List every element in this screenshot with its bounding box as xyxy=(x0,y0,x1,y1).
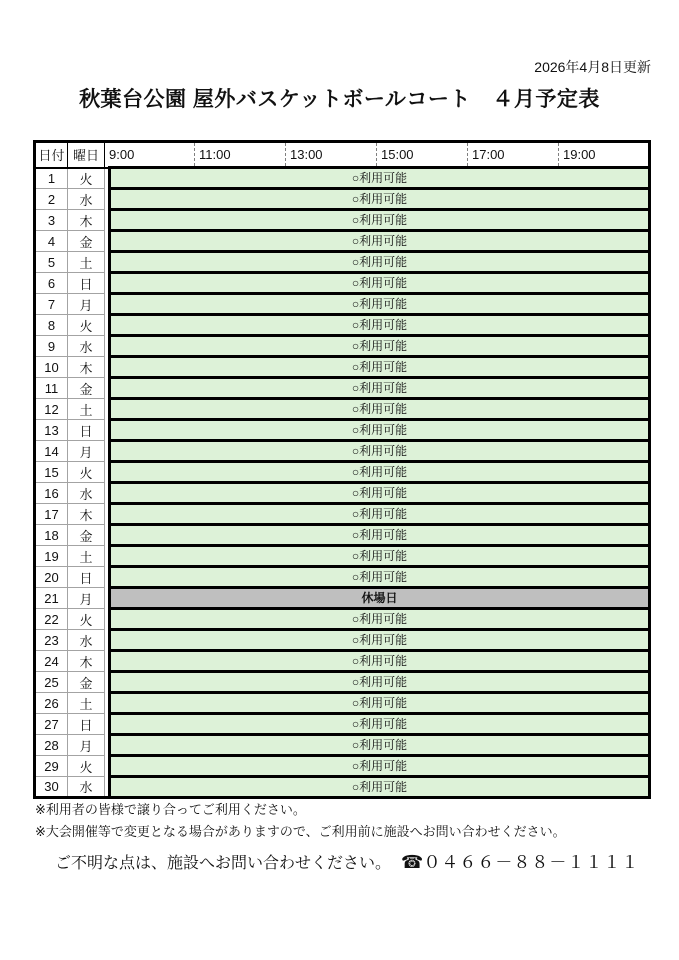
status-cell-available: ○利用可能 xyxy=(110,756,650,777)
date-cell: 10 xyxy=(35,357,68,378)
date-cell: 19 xyxy=(35,546,68,567)
table-row xyxy=(35,504,650,525)
table-row xyxy=(35,231,650,252)
day-cell: 木 xyxy=(68,357,105,378)
date-cell: 8 xyxy=(35,315,68,336)
day-cell: 火 xyxy=(68,462,105,483)
day-cell: 木 xyxy=(68,504,105,525)
schedule-body xyxy=(35,168,650,798)
contact-line xyxy=(55,848,639,873)
table-row xyxy=(35,399,650,420)
day-cell: 水 xyxy=(68,483,105,504)
day-cell: 日 xyxy=(68,567,105,588)
header-time-2: 13:00 xyxy=(286,142,377,168)
note-sharing: ※利用者の皆様で譲り合ってご利用ください。 xyxy=(35,802,306,817)
date-cell: 4 xyxy=(35,231,68,252)
table-row xyxy=(35,252,650,273)
date-cell: 6 xyxy=(35,273,68,294)
day-cell: 土 xyxy=(68,399,105,420)
status-cell-available: ○利用可能 xyxy=(110,441,650,462)
status-cell-available: ○利用可能 xyxy=(110,462,650,483)
table-row xyxy=(35,189,650,210)
table-row xyxy=(35,441,650,462)
date-cell: 14 xyxy=(35,441,68,462)
schedule-header xyxy=(35,142,650,168)
table-row xyxy=(35,420,650,441)
date-cell: 13 xyxy=(35,420,68,441)
day-cell: 土 xyxy=(68,546,105,567)
status-cell-available: ○利用可能 xyxy=(110,252,650,273)
date-cell: 5 xyxy=(35,252,68,273)
header-time-5: 19:00 xyxy=(559,142,650,168)
status-cell-available: ○利用可能 xyxy=(110,777,650,798)
table-row xyxy=(35,294,650,315)
date-cell: 12 xyxy=(35,399,68,420)
table-row xyxy=(35,546,650,567)
page-title: 秋葉台公園 屋外バスケットボールコート ４月予定表 xyxy=(79,88,600,111)
status-cell-available: ○利用可能 xyxy=(110,273,650,294)
header-time-0: 9:00 xyxy=(105,142,195,168)
table-row xyxy=(35,462,650,483)
day-cell: 日 xyxy=(68,714,105,735)
table-row xyxy=(35,336,650,357)
date-cell: 29 xyxy=(35,756,68,777)
status-cell-available: ○利用可能 xyxy=(110,315,650,336)
table-row xyxy=(35,357,650,378)
day-cell: 金 xyxy=(68,525,105,546)
table-row xyxy=(35,273,650,294)
updated-date: 2026年4月8日更新 xyxy=(534,59,651,75)
date-cell: 23 xyxy=(35,630,68,651)
date-cell: 7 xyxy=(35,294,68,315)
day-cell: 日 xyxy=(68,273,105,294)
status-cell-available: ○利用可能 xyxy=(110,336,650,357)
table-row xyxy=(35,483,650,504)
day-cell: 水 xyxy=(68,777,105,798)
status-cell-available: ○利用可能 xyxy=(110,189,650,210)
day-cell: 月 xyxy=(68,588,105,609)
status-cell-available: ○利用可能 xyxy=(110,231,650,252)
status-cell-available: ○利用可能 xyxy=(110,609,650,630)
status-cell-available: ○利用可能 xyxy=(110,399,650,420)
status-cell-closed: 休場日 xyxy=(110,588,650,609)
date-cell: 16 xyxy=(35,483,68,504)
status-cell-available: ○利用可能 xyxy=(110,504,650,525)
header-time-4: 17:00 xyxy=(468,142,559,168)
schedule-table xyxy=(33,140,651,799)
status-cell-available: ○利用可能 xyxy=(110,735,650,756)
day-cell: 火 xyxy=(68,756,105,777)
status-cell-available: ○利用可能 xyxy=(110,672,650,693)
table-row xyxy=(35,777,650,798)
date-cell: 24 xyxy=(35,651,68,672)
day-cell: 水 xyxy=(68,336,105,357)
header-date: 日付 xyxy=(35,142,68,168)
day-cell: 土 xyxy=(68,693,105,714)
date-cell: 1 xyxy=(35,168,68,189)
status-cell-available: ○利用可能 xyxy=(110,294,650,315)
day-cell: 月 xyxy=(68,294,105,315)
status-cell-available: ○利用可能 xyxy=(110,630,650,651)
header-time-3: 15:00 xyxy=(377,142,468,168)
table-row xyxy=(35,378,650,399)
note-changes: ※大会開催等で変更となる場合がありますので、ご利用前に施設へお問い合わせください。 xyxy=(35,824,566,839)
day-cell: 日 xyxy=(68,420,105,441)
date-cell: 18 xyxy=(35,525,68,546)
date-cell: 2 xyxy=(35,189,68,210)
table-row xyxy=(35,609,650,630)
status-cell-available: ○利用可能 xyxy=(110,651,650,672)
status-cell-available: ○利用可能 xyxy=(110,525,650,546)
day-cell: 火 xyxy=(68,609,105,630)
table-row xyxy=(35,525,650,546)
day-cell: 金 xyxy=(68,231,105,252)
day-cell: 水 xyxy=(68,189,105,210)
status-cell-available: ○利用可能 xyxy=(110,210,650,231)
date-cell: 15 xyxy=(35,462,68,483)
date-cell: 22 xyxy=(35,609,68,630)
header-time-1: 11:00 xyxy=(195,142,286,168)
day-cell: 金 xyxy=(68,672,105,693)
table-row xyxy=(35,672,650,693)
status-cell-available: ○利用可能 xyxy=(110,693,650,714)
date-cell: 21 xyxy=(35,588,68,609)
date-cell: 25 xyxy=(35,672,68,693)
date-cell: 9 xyxy=(35,336,68,357)
header-row xyxy=(35,142,650,168)
date-cell: 27 xyxy=(35,714,68,735)
status-cell-available: ○利用可能 xyxy=(110,714,650,735)
day-cell: 火 xyxy=(68,168,105,189)
status-cell-available: ○利用可能 xyxy=(110,357,650,378)
table-row xyxy=(35,567,650,588)
table-row xyxy=(35,588,650,609)
status-cell-available: ○利用可能 xyxy=(110,483,650,504)
table-row xyxy=(35,714,650,735)
day-cell: 水 xyxy=(68,630,105,651)
table-row xyxy=(35,315,650,336)
contact-text: ご不明な点は、施設へお問い合わせください。 xyxy=(55,855,392,872)
status-cell-available: ○利用可能 xyxy=(110,567,650,588)
day-cell: 土 xyxy=(68,252,105,273)
date-cell: 28 xyxy=(35,735,68,756)
day-cell: 木 xyxy=(68,651,105,672)
date-cell: 26 xyxy=(35,693,68,714)
day-cell: 月 xyxy=(68,441,105,462)
day-cell: 木 xyxy=(68,210,105,231)
date-cell: 20 xyxy=(35,567,68,588)
day-cell: 火 xyxy=(68,315,105,336)
status-cell-available: ○利用可能 xyxy=(110,168,650,189)
table-row xyxy=(35,693,650,714)
table-row xyxy=(35,168,650,189)
table-row xyxy=(35,210,650,231)
telephone-icon: ☎ xyxy=(401,852,424,872)
date-cell: 3 xyxy=(35,210,68,231)
phone-number: ０４６６－８８－１１１１ xyxy=(423,853,640,872)
table-row xyxy=(35,651,650,672)
header-day: 曜日 xyxy=(68,142,105,168)
day-cell: 月 xyxy=(68,735,105,756)
date-cell: 17 xyxy=(35,504,68,525)
date-cell: 30 xyxy=(35,777,68,798)
status-cell-available: ○利用可能 xyxy=(110,546,650,567)
status-cell-available: ○利用可能 xyxy=(110,378,650,399)
day-cell: 金 xyxy=(68,378,105,399)
table-row xyxy=(35,756,650,777)
status-cell-available: ○利用可能 xyxy=(110,420,650,441)
table-row xyxy=(35,735,650,756)
table-row xyxy=(35,630,650,651)
date-cell: 11 xyxy=(35,378,68,399)
